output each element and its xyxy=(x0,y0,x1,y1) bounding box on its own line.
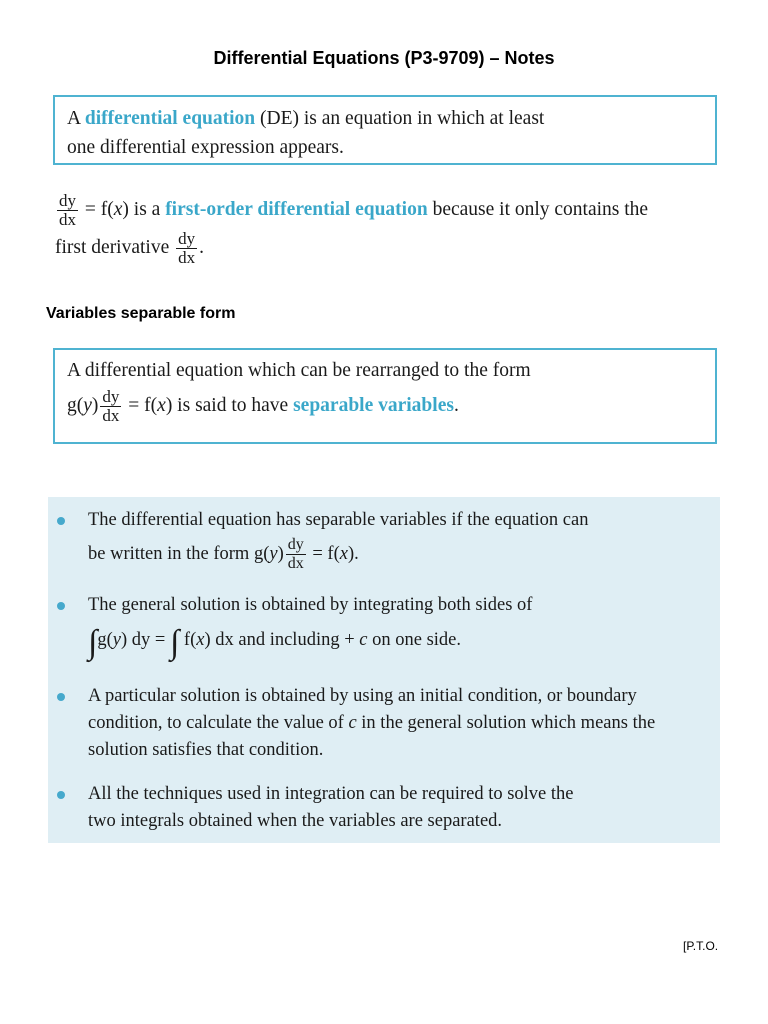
bullet-3-text xyxy=(88,683,714,764)
constant-c: c xyxy=(348,713,357,733)
dy-dx-fraction-3 xyxy=(100,388,121,425)
bullet-4-line-2: two integrals obtained when the variables are separated. xyxy=(88,811,503,831)
period-text: . xyxy=(199,237,204,258)
first-order-line-2 xyxy=(55,228,735,268)
bullet-2-line-2 xyxy=(88,624,714,661)
fraction-denominator: dx xyxy=(59,210,76,230)
dy-dx-fraction xyxy=(57,192,78,229)
separable-line-1: A differential equation which can be rearranged to the form xyxy=(67,360,531,381)
after-var-text: ) is said to have xyxy=(165,394,294,416)
fraction-denominator: dx xyxy=(287,555,304,572)
variable-y: y xyxy=(269,543,278,564)
bullet-2-text xyxy=(88,592,714,661)
bullet-4-line-1: All the techniques used in integration can be required to solve the xyxy=(88,784,574,804)
g-prefix: g( xyxy=(67,394,84,416)
after-var-text: ) is a xyxy=(122,199,166,220)
fraction-numerator: dy xyxy=(102,387,120,406)
variable-y: y xyxy=(83,394,92,416)
f-text: f( xyxy=(179,630,197,650)
first-order-paragraph xyxy=(55,190,735,268)
period-text: . xyxy=(453,394,459,416)
section-heading: Variables separable form xyxy=(46,305,236,322)
g-close: ) xyxy=(277,543,284,564)
page-footer-pto: [P.T.O. xyxy=(683,939,719,953)
definition-line-1-rest: (DE) is an equation in which at least xyxy=(255,108,545,129)
separable-term: separable variables xyxy=(293,394,454,416)
bullet-4-text xyxy=(88,781,714,835)
first-order-line-1 xyxy=(55,190,735,230)
separable-line-2 xyxy=(67,388,705,425)
variable-x: x xyxy=(339,543,348,564)
bullet-1-prefix: be written in the form g( xyxy=(88,543,270,564)
g-suffix: ) xyxy=(91,394,99,416)
fraction-denominator: dx xyxy=(178,248,196,268)
definition-term: differential equation xyxy=(84,108,256,129)
separable-definition-box xyxy=(53,348,717,444)
dy-dx-fraction-4 xyxy=(286,536,306,573)
fraction-denominator: dx xyxy=(102,406,120,425)
dx-text: ) dx and including + xyxy=(204,630,360,650)
key-points-panel xyxy=(48,497,720,843)
bullet-3-line-1: A particular solution is obtained by using an initial condition, or boundary xyxy=(88,686,637,706)
bullet-dot-icon xyxy=(57,791,65,799)
definition-box xyxy=(53,95,717,165)
bullet-3-prefix: condition, to calculate the value of xyxy=(88,713,349,733)
bullet-1-text xyxy=(88,507,714,573)
fraction-numerator: dy xyxy=(287,536,304,553)
constant-c: c xyxy=(359,630,368,650)
bullet-2-end: on one side. xyxy=(367,630,461,650)
bullet-3-rest: in the general solution which means the xyxy=(356,713,656,733)
equals-text: = f( xyxy=(80,199,114,220)
variable-x: x xyxy=(196,630,205,650)
dy-text: ) dy = xyxy=(120,630,170,650)
first-order-rest: because it only contains the xyxy=(427,199,649,220)
fraction-numerator: dy xyxy=(178,229,196,249)
fraction-numerator: dy xyxy=(59,191,76,211)
integral-sign-icon: ∫ xyxy=(88,624,98,661)
bullet-1-line-1: The differential equation has separable variables if the equation can xyxy=(88,510,589,530)
bullet-2-line-1: The general solution is obtained by integrating both sides of xyxy=(88,595,533,615)
first-derivative-text: first derivative xyxy=(55,237,175,258)
definition-line-1 xyxy=(67,104,705,133)
dy-dx-fraction-2 xyxy=(176,230,197,267)
variable-y: y xyxy=(112,630,121,650)
g-text: g( xyxy=(97,630,113,650)
integral-sign-icon-2: ∫ xyxy=(169,624,180,661)
equals-text: = f( xyxy=(123,394,158,416)
bullet-1-end: ). xyxy=(347,543,359,564)
page-title: Differential Equations (P3-9709) – Notes xyxy=(213,48,555,68)
bullet-dot-icon xyxy=(57,693,65,701)
definition-line-2: one differential expression appears. xyxy=(67,137,344,158)
bullet-dot-icon xyxy=(57,602,65,610)
bullet-3-line-2 xyxy=(88,710,714,737)
first-order-term: first-order differential equation xyxy=(165,199,428,220)
variable-x: x xyxy=(157,394,166,416)
definition-prefix: A xyxy=(67,108,85,129)
equals-text: = f( xyxy=(307,543,340,564)
variable-x: x xyxy=(113,199,123,220)
bullet-3-line-3: solution satisfies that condition. xyxy=(88,740,324,760)
bullet-dot-icon xyxy=(57,517,65,525)
bullet-1-line-2 xyxy=(88,536,714,573)
